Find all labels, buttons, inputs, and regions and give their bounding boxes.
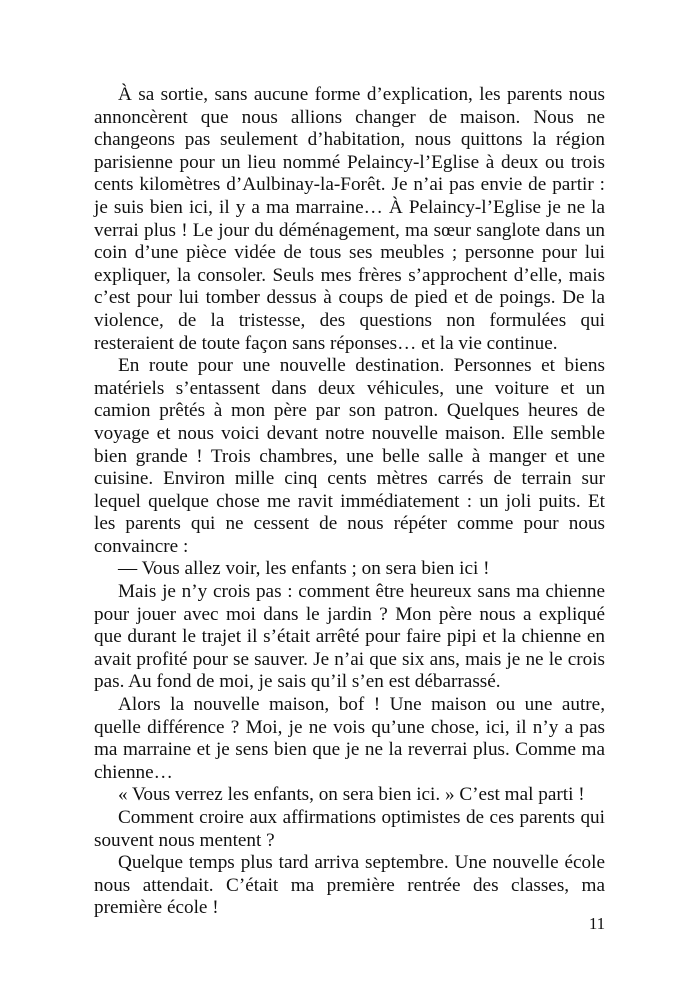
page-number: 11: [588, 914, 606, 933]
paragraph-dialogue: — Vous allez voir, les enfants ; on sera bien ici !: [118, 558, 490, 580]
body-text: [94, 84, 605, 920]
paragraph-departure: À sa sortie, sans aucune forme d’explication, les parents nous annoncèrent que nous allions changer de maison. Nous ne changeons pas seulement d’habitation, nous quittons la région parisienne pour un lieu nommé Pelaincy-l’Eglise à deux ou trois cents kilomètres d’Aulbinay-la-Forêt. Je n’ai pas envie de partir : je suis bien ici, il y a ma marraine… À Pelaincy-l’Eglise je ne la verrai plus ! Le jour du déménagement, ma sœur sanglote dans un coin d’une pièce vidée de tous ses meubles ; personne pour lui expliquer, la consoler. Seuls mes frères s’approchent d’elle, mais c’est pour lui tomber dessus à coups de pied et de poings. De la violence, de la tristesse, des questions non formulées qui resteraient de toute façon sans réponses… et la vie continue.: [94, 84, 605, 354]
paragraph-new-house: Alors la nouvelle maison, bof ! Une maison ou une autre, quelle différence ? Moi, je ne vois qu’une chose, ici, il n’y a pas ma marraine et je sens bien que je ne la reverrai plus. Comme ma chienne…: [94, 694, 605, 783]
paragraph-school: Quelque temps plus tard arriva septembre. Une nouvelle école nous attendait. C’était ma première rentrée des classes, ma première école !: [94, 852, 605, 919]
paragraph-quote: « Vous verrez les enfants, on sera bien ici. » C’est mal parti !: [118, 784, 585, 806]
paragraph-dog: Mais je n’y crois pas : comment être heureux sans ma chienne pour jouer avec moi dans le jardin ? Mon père nous a expliqué que durant le trajet il s’était arrêté pour faire pipi et la chienne en avait profité pour se sauver. Je n’ai que six ans, mais je ne le crois pas. Au fond de moi, je sais qu’il s’en est débarrassé.: [94, 581, 605, 693]
paragraph-journey: En route pour une nouvelle destination. Personnes et biens matériels s’entassent dans deux véhicules, une voiture et un camion prêtés à mon père par son patron. Quelques heures de voyage et nous voici devant notre nouvelle maison. Elle semble bien grande ! Trois chambres, une belle salle à manger et une cuisine. Environ mille cinq cents mètres carrés de terrain sur lequel quelque chose me ravit immédiatement : un joli puits. Et les parents qui ne cessent de nous répéter comme pour nous convaincre :: [94, 355, 605, 557]
paragraph-question: Comment croire aux affirmations optimistes de ces parents qui souvent nous mentent ?: [94, 807, 605, 851]
